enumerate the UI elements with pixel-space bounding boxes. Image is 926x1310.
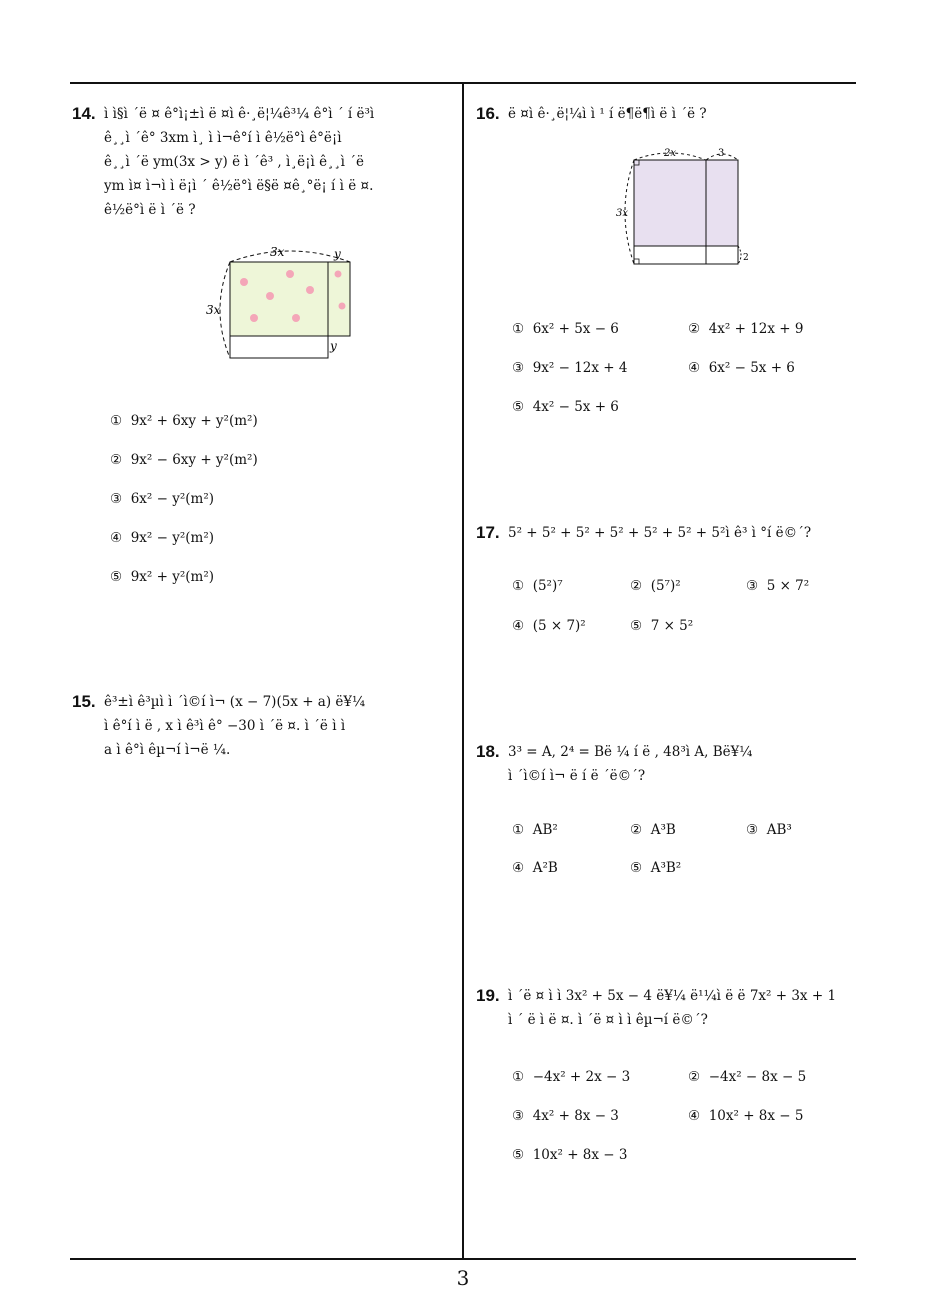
bottom-rule [70,1258,856,1260]
label-left-3x: 3x [206,303,221,317]
choice-1[interactable]: ① 9x² + 6xy + y²(m²) [110,413,258,429]
choice-2[interactable]: ② A³B [630,822,676,838]
label-right-2: 2 [743,253,749,263]
question-text: 3³ = A, 2⁴ = Bë ¼ í ë , 48³ì A, Bë¥¼ ì ´ì©í ì¬ ë í ë ´ë©´? [508,744,753,784]
label-top-3: 3 [718,148,725,159]
choice-2[interactable]: ② (5⁷)² [630,578,681,594]
label-left-3x: 3x [616,208,629,219]
choice-3[interactable]: ③ AB³ [746,822,792,838]
choice-2[interactable]: ② 4x² + 12x + 9 [688,321,804,337]
question-number: 19. [476,986,500,1005]
rectangle-figure [612,144,762,274]
question-19 [476,984,866,1032]
question-number: 18. [476,742,500,761]
question-text: ì ì§ì ´ë ¤ ê°ì¡±ì ë ¤ì ê·¸ë¦¼ê³¼ ê°ì ´ í ë³ì ê¸¸ì ´ê° 3xm ì¸ ì ì¬ê°í ì ê½ë°ì ê°ë¡ì ê¸¸ì ´ë ym(3x > y) ë ì ´ê³ , ì¸ë¡ì ê¸¸ì ´ë ym ì¤ ì¬ì ì ë¡ì ´ ê½ë°ì ë§ë ¤ê¸°ë¡ í ì ë ¤. ê½ë°ì ë ì ´ë ? [104,106,375,218]
question-15 [72,690,452,762]
question-number: 16. [476,104,500,123]
choice-4[interactable]: ④ A²B [512,860,558,876]
choice-2[interactable]: ② −4x² − 8x − 5 [688,1069,807,1085]
question-text: ë ¤ì ê·¸ë¦¼ì ì ¹ í ë¶ë¶ì ë ì ´ë ? [508,106,707,122]
choice-4[interactable]: ④ (5 × 7)² [512,618,586,634]
question-text: ì ´ë ¤ ì ì 3x² + 5x − 4 ë¥¼ ë¹¼ì ë ë 7x² + 3x + 1 ì ´ ë ì ë ¤. ì ´ë ¤ ì ì êµ¬í ë©´? [508,988,837,1028]
question-number: 15. [72,692,96,711]
choice-2[interactable]: ② 9x² − 6xy + y²(m²) [110,452,258,468]
choice-5[interactable]: ⑤ 4x² − 5x + 6 [512,399,619,415]
label-top-2x: 2x [664,148,677,159]
choice-4[interactable]: ④ 6x² − 5x + 6 [688,360,795,376]
choice-5[interactable]: ⑤ 7 × 5² [630,618,694,634]
question-number: 14. [72,104,96,123]
choice-1[interactable]: ① −4x² + 2x − 3 [512,1069,631,1085]
column-divider [462,82,464,1260]
choice-5[interactable]: ⑤ 10x² + 8x − 3 [512,1147,628,1163]
question-18 [476,740,856,788]
choice-3[interactable]: ③ 9x² − 12x + 4 [512,360,628,376]
label-corner-y: y [334,247,341,261]
choice-1[interactable]: ① 6x² + 5x − 6 [512,321,619,337]
choice-3[interactable]: ③ 5 × 7² [746,578,810,594]
choice-1[interactable]: ① AB² [512,822,558,838]
question-17 [476,521,856,545]
choice-4[interactable]: ④ 9x² − y²(m²) [110,530,214,546]
question-14 [72,102,452,222]
question-16 [476,102,856,126]
question-text: ê³±ì ê³µì ì ´ì©í ì¬ (x − 7)(5x + a) ë¥¼ ì ê°í ì ë , x ì ê³ì ê° −30 ì ´ë ¤. ì ´ë ì ì a ì ê°ì êµ¬í ì¬ë ¼. [104,694,366,758]
question-text: 5² + 5² + 5² + 5² + 5² + 5² + 5²ì ê³ ì °í ë©´? [508,525,812,541]
choice-3[interactable]: ③ 6x² − y²(m²) [110,491,214,507]
flower-garden-figure [200,240,370,370]
choice-5[interactable]: ⑤ A³B² [630,860,682,876]
label-top-3x: 3x [270,245,285,259]
choice-5[interactable]: ⑤ 9x² + y²(m²) [110,569,214,585]
question-number: 17. [476,523,500,542]
label-right-y: y [330,339,337,353]
choice-1[interactable]: ① (5²)⁷ [512,578,563,594]
choice-4[interactable]: ④ 10x² + 8x − 5 [688,1108,804,1124]
page-number: 3 [456,1266,470,1290]
choice-3[interactable]: ③ 4x² + 8x − 3 [512,1108,619,1124]
